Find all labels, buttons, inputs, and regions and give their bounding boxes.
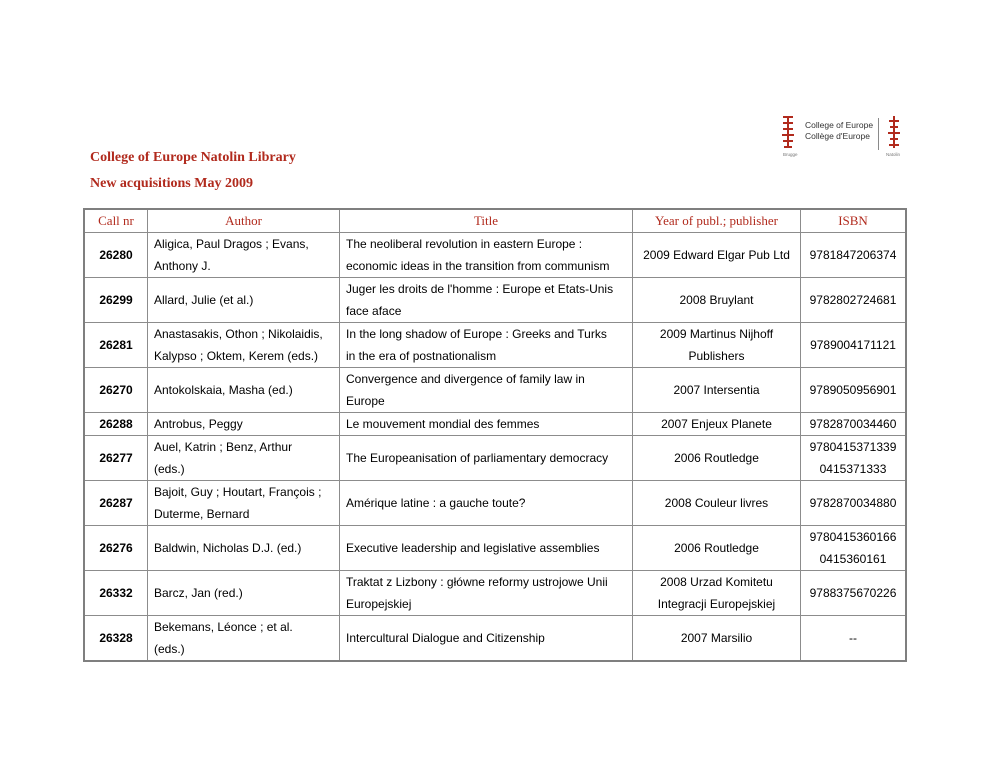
title-cell <box>340 616 633 662</box>
table-row <box>84 481 906 526</box>
author-cell <box>148 436 340 481</box>
author-cell-line: Allard, Julie (et al.) <box>154 293 254 307</box>
table-row <box>84 436 906 481</box>
call-number-cell: 26328 <box>84 616 148 662</box>
call-number-cell: 26299 <box>84 278 148 323</box>
title-cell-line: The Europeanisation of parliamentary democracy <box>346 451 609 465</box>
call-number-cell: 26288 <box>84 413 148 436</box>
title-cell-line: Juger les droits de l'homme : Europe et Etats-Unis <box>346 282 614 296</box>
author-cell-line: Anastasakis, Othon ; Nikolaidis, <box>154 327 323 341</box>
column-header-isbn: ISBN <box>801 209 907 233</box>
isbn-cell-line: 9788375670226 <box>809 586 897 600</box>
year-publisher-cell <box>633 436 801 481</box>
title-cell <box>340 278 633 323</box>
logo-divider <box>878 118 879 150</box>
college-emblem-right-icon <box>888 116 900 150</box>
author-cell-line: Antrobus, Peggy <box>154 417 243 431</box>
table-row <box>84 571 906 616</box>
table-row <box>84 323 906 368</box>
author-cell <box>148 413 340 436</box>
isbn-cell-line: 9789004171121 <box>810 338 896 352</box>
year-publisher-cell <box>633 413 801 436</box>
title-cell-line: In the long shadow of Europe : Greeks and Turks <box>346 327 607 341</box>
year-publisher-cell <box>633 526 801 571</box>
column-header-year-publisher: Year of publ.; publisher <box>633 209 801 233</box>
author-cell-line: Aligica, Paul Dragos ; Evans, <box>154 237 309 251</box>
logo-line-english: College of Europe <box>805 120 874 130</box>
table-row <box>84 616 906 662</box>
year-publisher-cell-line: 2007 Marsilio <box>680 631 753 645</box>
column-header-call-nr: Call nr <box>84 209 148 233</box>
college-logo <box>780 116 904 158</box>
page-subtitle: New acquisitions May 2009 <box>90 176 253 191</box>
title-cell-line: in the era of postnationalism <box>346 349 497 363</box>
year-publisher-cell-line: 2008 Couleur livres <box>664 496 769 510</box>
author-cell-line: (eds.) <box>154 642 185 656</box>
title-cell <box>340 571 633 616</box>
year-publisher-cell <box>633 233 801 278</box>
college-emblem-left-icon <box>782 116 794 150</box>
author-cell-line: Antokolskaia, Masha (ed.) <box>154 383 293 397</box>
call-number-cell: 26287 <box>84 481 148 526</box>
title-cell-line: Le mouvement mondial des femmes <box>346 417 540 431</box>
author-cell-line: Baldwin, Nicholas D.J. (ed.) <box>154 541 302 555</box>
title-cell <box>340 413 633 436</box>
title-cell <box>340 233 633 278</box>
title-cell <box>340 481 633 526</box>
author-cell <box>148 616 340 662</box>
call-number-cell: 26281 <box>84 323 148 368</box>
isbn-cell <box>801 526 907 571</box>
isbn-cell-line: 0415371333 <box>819 462 887 476</box>
title-cell <box>340 368 633 413</box>
isbn-cell-line: 0415360161 <box>819 552 887 566</box>
year-publisher-cell <box>633 616 801 662</box>
year-publisher-cell <box>633 368 801 413</box>
author-cell-line: Auel, Katrin ; Benz, Arthur <box>154 440 293 454</box>
year-publisher-cell-line: 2009 Martinus Nijhoff <box>659 327 774 341</box>
title-cell-line: Traktat z Lizbony : główne reformy ustrojowe Unii <box>346 575 608 589</box>
year-publisher-cell-line: 2008 Urzad Komitetu <box>660 575 773 589</box>
isbn-cell-line: 9782870034880 <box>809 496 897 510</box>
isbn-cell-line: 9782870034460 <box>809 417 897 431</box>
title-cell-line: Amérique latine : a gauche toute? <box>346 496 526 510</box>
isbn-cell <box>801 368 907 413</box>
author-cell <box>148 481 340 526</box>
year-publisher-cell-line: 2007 Intersentia <box>673 383 760 397</box>
logo-line-french: Collège d'Europe <box>805 131 870 141</box>
year-publisher-cell-line: 2006 Routledge <box>674 541 759 555</box>
call-number-cell: 26270 <box>84 368 148 413</box>
author-cell-line: Duterme, Bernard <box>154 507 250 521</box>
year-publisher-cell-line: 2009 Edward Elgar Pub Ltd <box>643 248 790 262</box>
isbn-cell-line: 9781847206374 <box>809 248 897 262</box>
author-cell <box>148 368 340 413</box>
isbn-cell <box>801 278 907 323</box>
year-publisher-cell <box>633 278 801 323</box>
table-header-row <box>84 209 906 233</box>
call-number-cell: 26277 <box>84 436 148 481</box>
acquisitions-table <box>83 208 907 662</box>
isbn-cell <box>801 481 907 526</box>
year-publisher-cell-line: 2006 Routledge <box>674 451 759 465</box>
call-number-cell: 26332 <box>84 571 148 616</box>
isbn-cell <box>801 323 907 368</box>
logo-caption-brugge: Brugge <box>783 152 798 157</box>
year-publisher-cell-line: 2007 Enjeux Planete <box>661 417 772 431</box>
author-cell-line: Barcz, Jan (red.) <box>154 586 243 600</box>
isbn-cell <box>801 233 907 278</box>
title-cell-line: Convergence and divergence of family law in <box>346 372 585 386</box>
author-cell-line: Bekemans, Léonce ; et al. <box>154 620 293 634</box>
table-row <box>84 278 906 323</box>
isbn-cell-line: 9782802724681 <box>809 293 897 307</box>
year-publisher-cell-line: Publishers <box>688 349 745 363</box>
page-title: College of Europe Natolin Library <box>90 150 296 165</box>
year-publisher-cell <box>633 571 801 616</box>
author-cell-line: Bajoit, Guy ; Houtart, François ; <box>154 485 322 499</box>
isbn-cell-line: -- <box>849 631 857 645</box>
author-cell <box>148 571 340 616</box>
call-number-cell: 26276 <box>84 526 148 571</box>
year-publisher-cell-line: 2008 Bruylant <box>679 293 754 307</box>
column-header-author: Author <box>148 209 340 233</box>
isbn-cell <box>801 436 907 481</box>
author-cell-line: (eds.) <box>154 462 185 476</box>
title-cell-line: Europejskiej <box>346 597 412 611</box>
title-cell <box>340 323 633 368</box>
title-cell-line: Europe <box>346 394 385 408</box>
column-header-title: Title <box>340 209 633 233</box>
isbn-cell-line: 9780415360166 <box>809 530 897 544</box>
table-row <box>84 526 906 571</box>
title-cell-line: face aface <box>346 304 402 318</box>
isbn-cell-line: 9789050956901 <box>809 383 897 397</box>
isbn-cell-line: 9780415371339 <box>809 440 897 454</box>
title-cell-line: economic ideas in the transition from communism <box>346 259 610 273</box>
call-number-cell: 26280 <box>84 233 148 278</box>
author-cell <box>148 323 340 368</box>
title-cell-line: The neoliberal revolution in eastern Europe : <box>346 237 583 251</box>
title-cell-line: Intercultural Dialogue and Citizenship <box>346 631 545 645</box>
author-cell-line: Kalypso ; Oktem, Kerem (eds.) <box>154 349 319 363</box>
logo-caption-natolin: Natolin <box>886 152 901 157</box>
title-cell-line: Executive leadership and legislative assemblies <box>346 541 600 555</box>
isbn-cell <box>801 413 907 436</box>
isbn-cell <box>801 616 907 662</box>
year-publisher-cell-line: Integracji Europejskiej <box>657 597 776 611</box>
title-cell <box>340 526 633 571</box>
table-row <box>84 368 906 413</box>
author-cell <box>148 278 340 323</box>
year-publisher-cell <box>633 323 801 368</box>
author-cell-line: Anthony J. <box>154 259 211 273</box>
author-cell <box>148 526 340 571</box>
isbn-cell <box>801 571 907 616</box>
title-cell <box>340 436 633 481</box>
table-row <box>84 413 906 436</box>
author-cell <box>148 233 340 278</box>
year-publisher-cell <box>633 481 801 526</box>
table-row <box>84 233 906 278</box>
